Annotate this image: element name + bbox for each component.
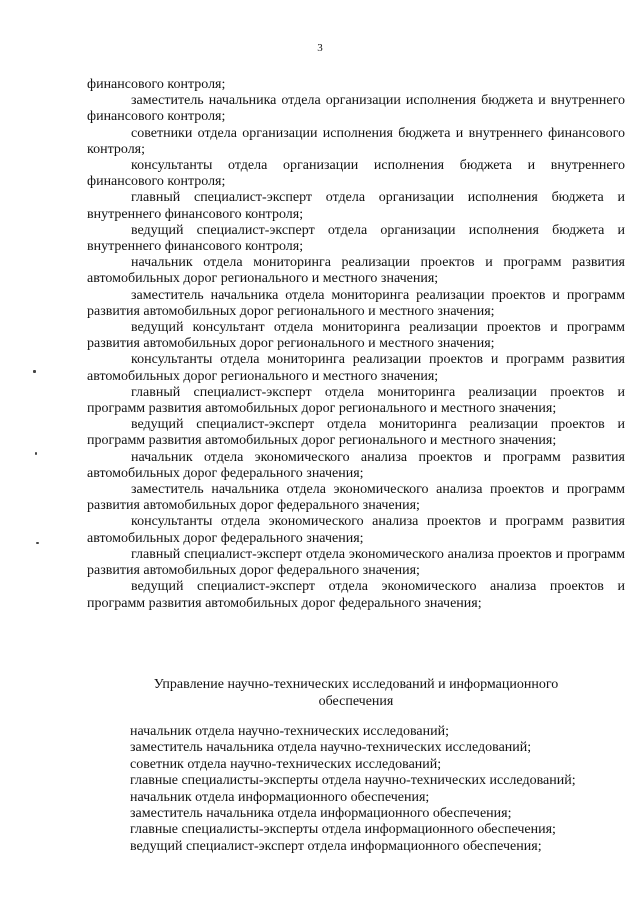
paragraph: консультанты отдела мониторинга реализации проектов и программ развития автомобильных дорог регионального и местного значения; (87, 352, 625, 384)
paragraph: ведущий специалист-эксперт отдела организации исполнения бюджета и внутреннего финансового контроля; (87, 222, 625, 255)
section-heading (87, 677, 625, 710)
scan-speck (36, 542, 39, 544)
paragraph: консультанты отдела организации исполнения бюджета и внутреннего финансового контроля; (87, 158, 625, 190)
paragraph: главный специалист-эксперт отдела мониторинга реализации проектов и программ развития автомобильных дорог регионального и местного значения; (87, 384, 625, 417)
scan-speck (35, 452, 37, 455)
list-item: начальник отдела информационного обеспечения; (130, 789, 430, 805)
body-text (87, 77, 625, 612)
paragraph: ведущий специалист-эксперт отдела экономического анализа проектов и программ развития автомобильных дорог федерального значения; (87, 579, 625, 611)
paragraph: начальник отдела мониторинга реализации проектов и программ развития автомобильных дорог регионального и местного значения; (87, 255, 625, 287)
paragraph: ведущий специалист-эксперт отдела мониторинга реализации проектов и программ развития автомобильных дорог регионального и местного значения; (87, 417, 625, 449)
paragraph: заместитель начальника отдела экономического анализа проектов и программ развития автомобильных дорог федерального значения; (87, 482, 625, 514)
paragraph: заместитель начальника отдела организации исполнения бюджета и внутреннего финансового контроля; (87, 93, 625, 125)
list-item: главные специалисты-эксперты отдела информационного обеспечения; (130, 822, 556, 838)
paragraph: главный специалист-эксперт отдела экономического анализа проектов и программ развития автомобильных дорог федерального значения; (87, 546, 625, 579)
paragraph: ведущий консультант отдела мониторинга реализации проектов и программ развития автомобильных дорог регионального и местного значения; (87, 320, 625, 352)
paragraph: советники отдела организации исполнения бюджета и внутреннего финансового контроля; (87, 125, 625, 157)
list-item: заместитель начальника отдела информационного обеспечения; (130, 806, 512, 822)
paragraph: главный специалист-эксперт отдела организации исполнения бюджета и внутреннего финансового контроля; (87, 190, 625, 222)
page-number: 3 (317, 42, 323, 54)
list-item: заместитель начальника отдела научно-технических исследований; (130, 740, 532, 756)
paragraph: консультанты отдела экономического анализа проектов и программ развития автомобильных дорог федерального значения; (87, 514, 625, 546)
paragraph: начальник отдела экономического анализа проектов и программ развития автомобильных дорог федерального значения; (87, 449, 625, 481)
paragraph: финансового контроля; (87, 77, 226, 92)
list-item: главные специалисты-эксперты отдела научно-технических исследований; (130, 773, 576, 789)
list-item: ведущий специалист-эксперт отдела информационного обеспечения; (130, 838, 542, 854)
scan-speck (33, 370, 36, 373)
list-item: начальник отдела научно-технических исследований; (130, 724, 449, 739)
list-item: советник отдела научно-технических исследований; (130, 756, 442, 772)
paragraph: заместитель начальника отдела мониторинга реализации проектов и программ развития автомобильных дорог регионального и местного значения; (87, 287, 625, 319)
section-list (130, 724, 630, 855)
section-heading-line: Управление научно-технических исследований и информационного (153, 677, 559, 692)
section-heading-line: обеспечения (318, 693, 394, 709)
